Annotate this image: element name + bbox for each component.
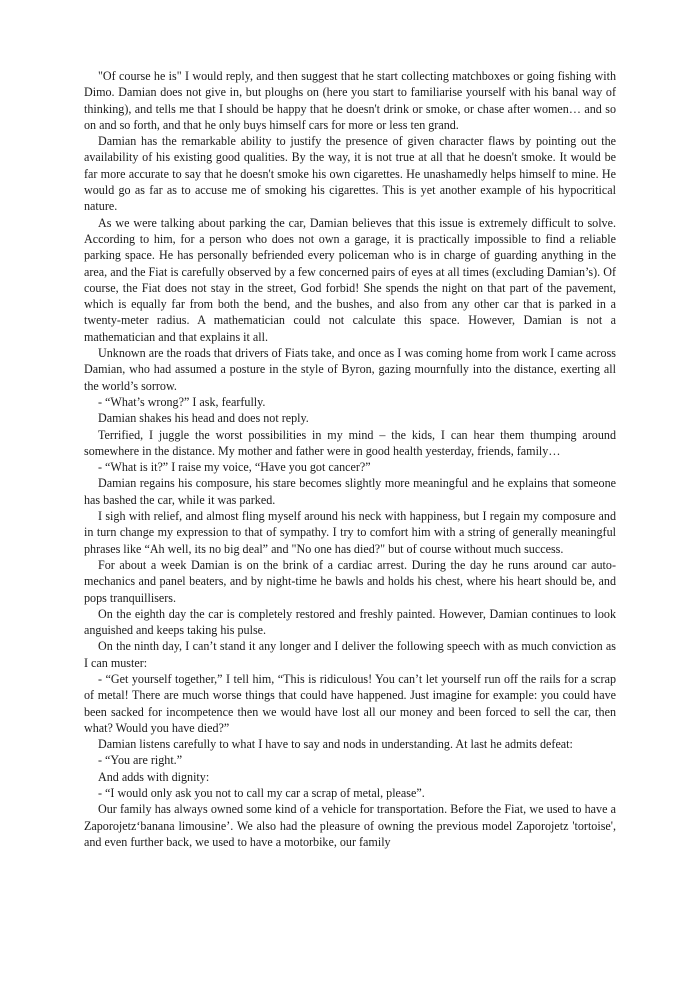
body-text (84, 68, 616, 850)
paragraph: Damian regains his composure, his stare becomes slightly more meaningful and he explains that someone has bashed the car, while it was parked. (84, 476, 616, 507)
paragraph: "Of course he is" I would reply, and then suggest that he start collecting matchboxes or going fishing with Dimo. Damian does not give in, but ploughs on (here you start to familiarise yourself with his banal way of thinking), and tells me that I should be happy that he doesn't drink or smoke, or chase after women… and so on and so forth, and that he only buys himself cars for more or less ten grand. (84, 69, 616, 132)
dialogue-line: - “Get yourself together,” I tell him, “This is ridiculous! You can’t let yourself run off the rails for a scrap of metal! There are much worse things that could have happened. Just imagine for example: you could have been sacked for incompetence then we would have lost all our money and been forced to sell the car, then what? Would you have died?” (84, 671, 616, 735)
paragraph: Terrified, I juggle the worst possibilities in my mind – the kids, I can hear them thumping around somewhere in the distance. My mother and father were in good health yesterday, friends, family… (84, 427, 616, 458)
paragraph: Damian shakes his head and does not reply. (98, 411, 309, 426)
paragraph: On the ninth day, I can’t stand it any longer and I deliver the following speech with as much conviction as I can muster: (84, 639, 616, 670)
paragraph: For about a week Damian is on the brink of a cardiac arrest. During the day he runs around car auto-mechanics and panel beaters, and by night-time he bawls and holds his chest, where his heart should be, and pops tranquillisers. (84, 557, 616, 605)
paragraph: And adds with dignity: (98, 769, 210, 784)
dialogue-line: - “You are right.” (98, 753, 183, 768)
paragraph: Damian has the remarkable ability to justify the presence of given character flaws by pointing out the availability of his existing good qualities. By the way, it is not true at all that he doesn't smoke. It would be far more accurate to say that he doesn't smoke his own cigarettes. He unashamedly helps himself to mine. He would go as far as to accuse me of smoking his cigarettes. This is yet another example of his hypocritical nature. (84, 134, 616, 214)
paragraph: I sigh with relief, and almost fling myself around his neck with happiness, but I regain my composure and in turn change my expression to that of sympathy. I try to comfort him with a string of generally meaningful phrases like “Ah well, its no big deal” and "No one has died?" but of course without much success. (84, 509, 616, 556)
paragraph: On the eighth day the car is completely restored and freshly painted. However, Damian continues to look anguished and keeps taking his pulse. (84, 606, 616, 638)
paragraph: Damian listens carefully to what I have to say and nods in understanding. At last he admits defeat: (98, 737, 573, 752)
dialogue-line: - “I would only ask you not to call my car a scrap of metal, please”. (98, 786, 425, 801)
dialogue-line: - “What is it?” I raise my voice, “Have you got cancer?” (98, 460, 371, 475)
paragraph: Unknown are the roads that drivers of Fiats take, and once as I was coming home from work I came across Damian, who had assumed a posture in the style of Byron, gazing mournfully into the distance, exerting all the world’s sorrow. (84, 346, 616, 393)
dialogue-line: - “What’s wrong?” I ask, fearfully. (98, 394, 266, 409)
paragraph: Our family has always owned some kind of a vehicle for transportation. Before the Fiat, we used to have a Zaporojetz‘banana limousine’. We also had the pleasure of owning the previous model Zaporojetz 'tortoise', and even further back, we used to have a motorbike, our family (84, 802, 616, 849)
paragraph: As we were talking about parking the car, Damian believes that this issue is extremely difficult to solve. According to him, for a person who does not own a garage, it is practically impossible to find a reliable parking space. He has personally befriended every policeman who is in charge of guarding anything in the area, and the Fiat is carefully observed by a few concerned pairs of eyes at all times (excluding Damian’s). Of course, the Fiat does not stay in the street, God forbid! She spends the night on that part of the pavement, which is equally far from both the bend, and the bushes, and also from any other car that is parked in a twenty-meter radius. A mathematician could not calculate this space. However, Damian is not a mathematician and that explains it all. (84, 215, 616, 344)
